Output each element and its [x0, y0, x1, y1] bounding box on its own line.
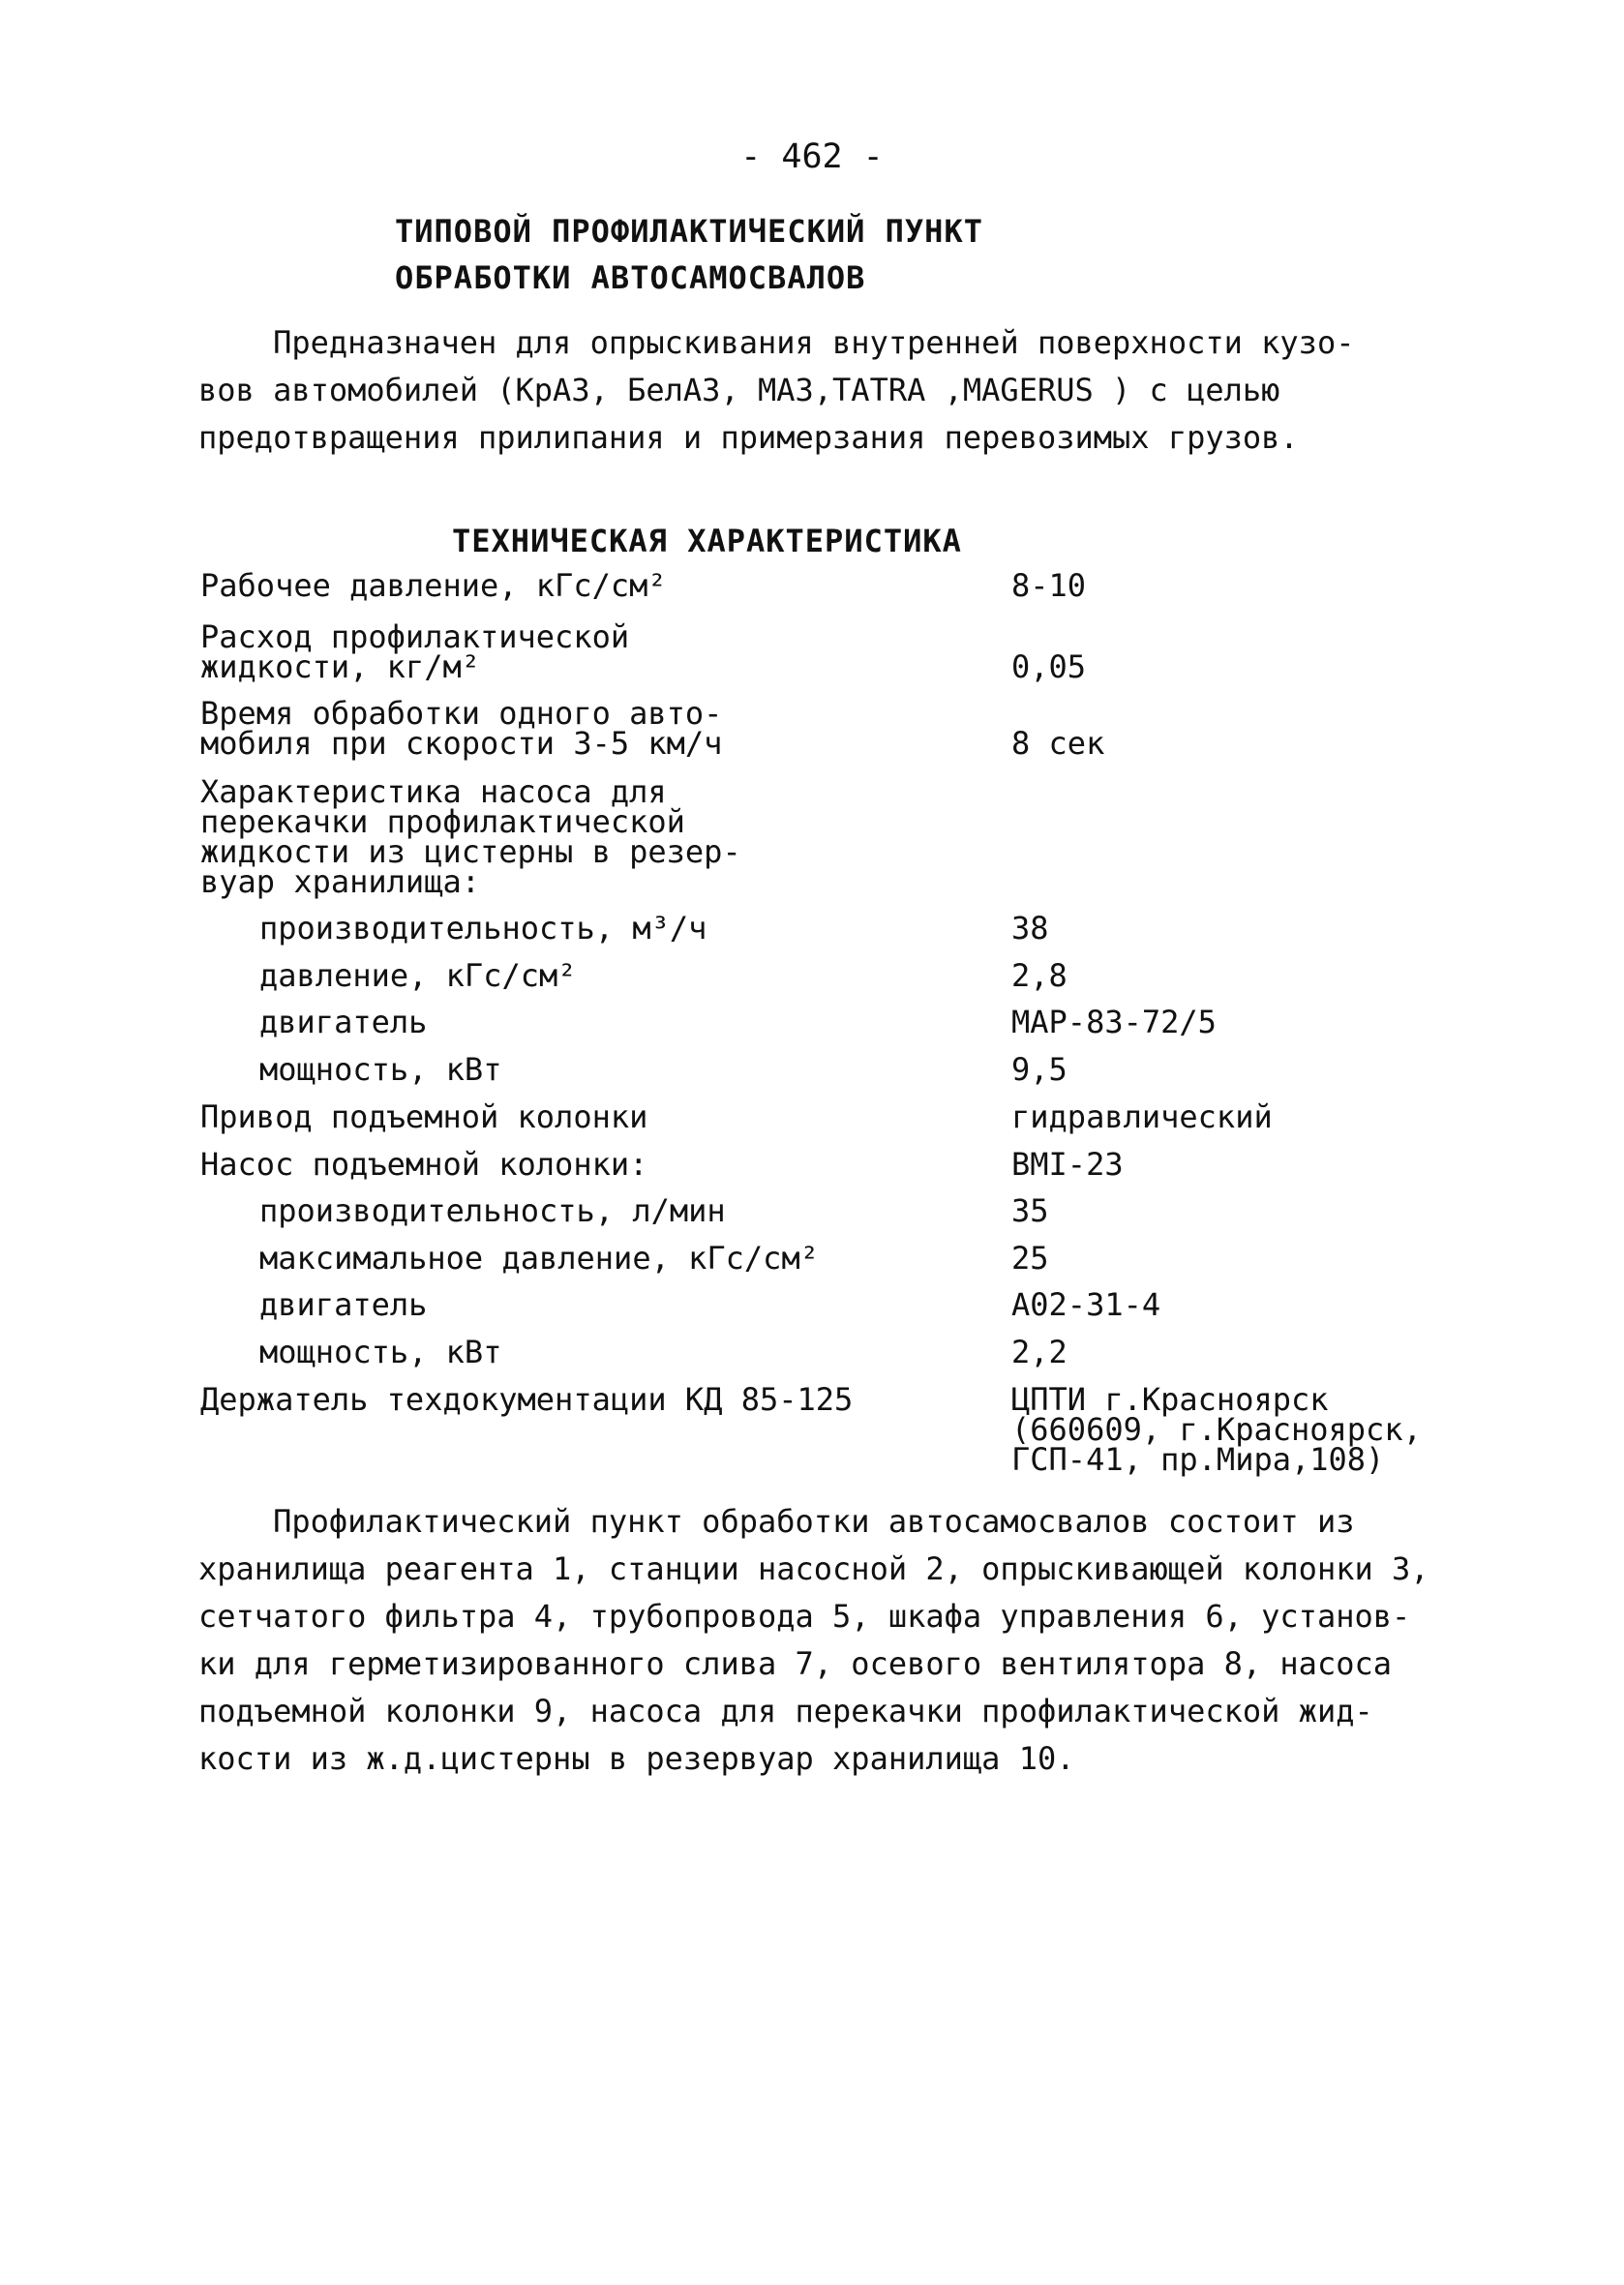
spec-label: двигатель — [259, 1286, 428, 1323]
spec-value: ЦПТИ г.Красноярск (660609, г.Красноярск, ГСП-41, пр.Мира,108) — [1011, 1381, 1422, 1478]
spec-value: 9,5 — [1011, 1051, 1068, 1088]
spec-value: 2,8 — [1011, 957, 1068, 994]
spec-value: 2,2 — [1011, 1334, 1068, 1370]
spec-value: 38 — [1011, 910, 1049, 947]
spec-value: ВМI-23 — [1011, 1146, 1124, 1183]
spec-value: гидравлический — [1011, 1098, 1273, 1135]
spec-label: Время обработки одного авто- мобиля при скорости 3-5 км/ч — [200, 695, 723, 762]
spec-value: МАР-83-72/5 — [1011, 1004, 1217, 1040]
spec-value: А02-31-4 — [1011, 1286, 1161, 1323]
spec-label: давление, кГс/см² — [259, 957, 577, 994]
spec-label: Расход профилактической жидкости, кг/м² — [200, 618, 630, 685]
spec-label: производительность, л/мин — [259, 1192, 726, 1229]
document-title-line-2: ОБРАБОТКИ АВТОСАМОСВАЛОВ — [395, 259, 866, 296]
spec-value: 0,05 — [1011, 648, 1087, 685]
description-paragraph: Профилактический пункт обработки автосамосвалов состоит из хранилища реагента 1, станции насосной 2, опрыскивающей колонки 3, сетчатого фильтра 4, трубопровода 5, шкафа управления 6, установ- ки для герметизированного слива 7, осевого вентилятора 8, насоса подъемной колонки 9, насоса для перекачки профилактической жид- кости из ж.д.цистерны в резервуар хранилища 10. — [198, 1503, 1429, 1777]
spec-label: производительность, м³/ч — [259, 910, 707, 947]
spec-label: максимальное давление, кГс/см² — [259, 1240, 819, 1277]
page-number: - 462 - — [740, 137, 884, 176]
spec-value: 8-10 — [1011, 567, 1087, 604]
spec-value: 8 сек — [1011, 725, 1105, 762]
spec-value: 35 — [1011, 1192, 1049, 1229]
spec-label: Насос подъемной колонки: — [200, 1146, 648, 1183]
spec-label: мощность, кВт — [259, 1051, 502, 1088]
spec-label: Рабочее давление, кГс/см² — [200, 567, 667, 604]
spec-label: мощность, кВт — [259, 1334, 502, 1370]
spec-label: Привод подъемной колонки — [200, 1098, 648, 1135]
spec-value: 25 — [1011, 1240, 1049, 1277]
spec-label: двигатель — [259, 1004, 428, 1040]
document-title-line-1: ТИПОВОЙ ПРОФИЛАКТИЧЕСКИЙ ПУНКТ — [395, 213, 983, 250]
intro-paragraph: Предназначен для опрыскивания внутренней поверхности кузо- вов автомобилей (КрАЗ, БелАЗ, МАЗ,TATRA ,MAGERUS ) с целью предотвращения прилипания и примерзания перевозимых грузов. — [198, 324, 1355, 456]
spec-label: Характеристика насоса для перекачки профилактической жидкости из цистерны в резер- вуар хранилища: — [200, 773, 741, 900]
spec-label: Держатель техдокументации КД 85-125 — [200, 1381, 854, 1418]
spec-heading: ТЕХНИЧЕСКАЯ ХАРАКТЕРИСТИКА — [452, 523, 962, 559]
